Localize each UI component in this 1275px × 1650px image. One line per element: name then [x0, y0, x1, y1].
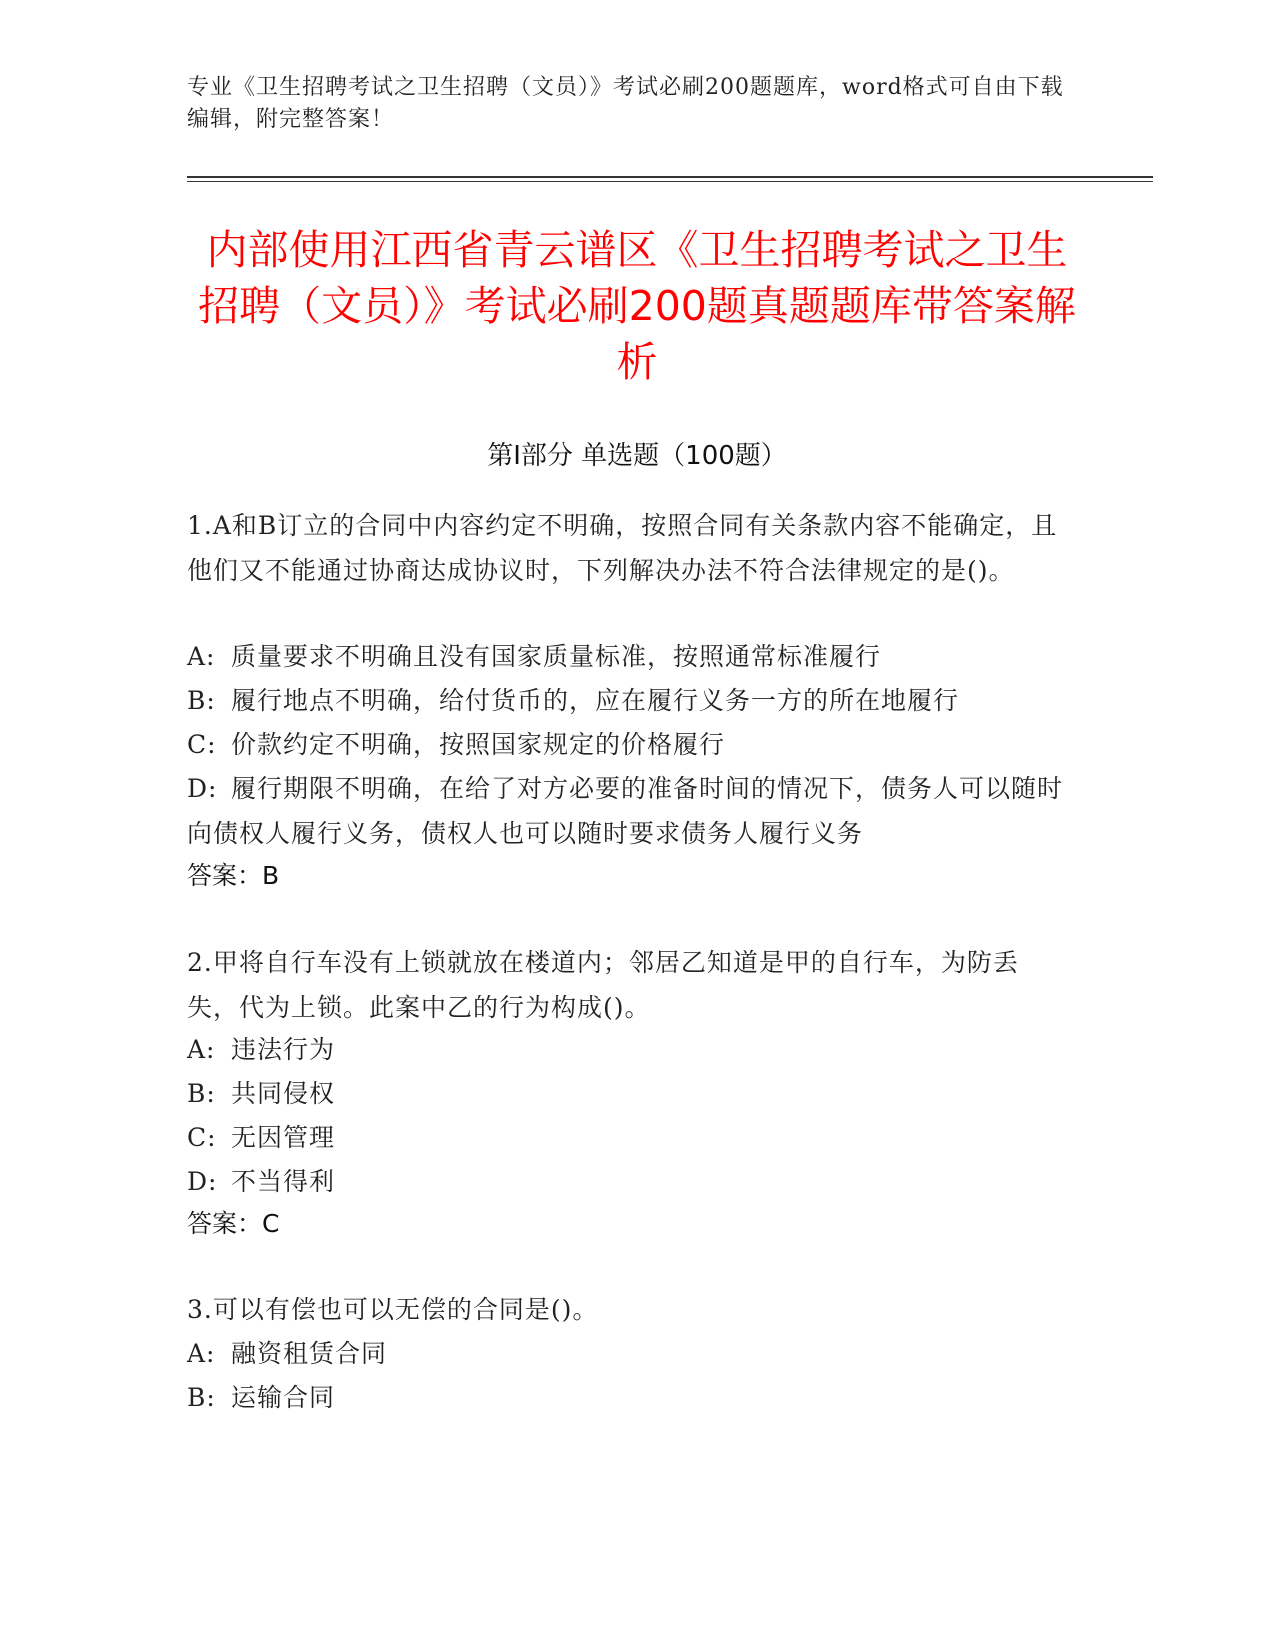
- option-label: B:: [187, 1383, 216, 1412]
- question-2-option-d: [187, 1159, 1067, 1204]
- header-divider-thin: [187, 181, 1153, 182]
- option-text: 履行地点不明确，给付货币的，应在履行义务一方的所在地履行: [231, 686, 960, 715]
- header-note: 专业《卫生招聘考试之卫生招聘（文员）》考试必刷200题题库，word格式可自由下载编辑，附完整答案！: [187, 75, 1064, 132]
- option-text: 履行期限不明确，在给了对方必要的准备时间的情况下，债务人可以随时向债权人履行义务，债权人也可以随时要求债务人履行义务: [187, 774, 1064, 848]
- question-stem-2: 2.甲将自行车没有上锁就放在楼道内；邻居乙知道是甲的自行车，为防丢失，代为上锁。此案中乙的行为构成()。: [187, 948, 1019, 1022]
- option-label: C:: [187, 1123, 217, 1152]
- option-label: A:: [187, 1339, 216, 1368]
- option-label: B:: [187, 1079, 216, 1108]
- document-title: 内部使用江西省青云谱区《卫生招聘考试之卫生招聘（文员）》考试必刷200题真题题库带答案解析: [198, 226, 1076, 386]
- question-1-option-c: [187, 722, 1067, 767]
- question-2-answer: 答案：C: [187, 1209, 280, 1238]
- option-text: 共同侵权: [231, 1079, 336, 1108]
- header-divider-thick: [187, 176, 1153, 178]
- option-text: 不当得利: [231, 1167, 336, 1196]
- option-text: 运输合同: [231, 1383, 336, 1412]
- option-text: 质量要求不明确且没有国家质量标准，按照通常标准履行: [231, 642, 882, 671]
- option-label: D:: [187, 774, 218, 803]
- option-text: 融资租赁合同: [231, 1339, 388, 1368]
- question-2-option-a: [187, 1027, 1067, 1072]
- question-2-option-b: [187, 1071, 1067, 1116]
- question-3-option-a: [187, 1331, 1067, 1376]
- option-text: 价款约定不明确，按照国家规定的价格履行: [231, 730, 726, 759]
- question-2-option-c: [187, 1115, 1067, 1160]
- option-label: A:: [187, 1035, 216, 1064]
- question-1-option-a: [187, 634, 1067, 679]
- question-1-answer: 答案：B: [187, 861, 280, 890]
- question-stem-3: 3.可以有偿也可以无偿的合同是()。: [187, 1295, 599, 1324]
- option-label: C:: [187, 730, 217, 759]
- option-label: A:: [187, 642, 216, 671]
- section-title: 第I部分 单选题（100题）: [487, 441, 787, 471]
- option-text: 违法行为: [231, 1035, 336, 1064]
- option-text: 无因管理: [231, 1123, 336, 1152]
- option-label: B:: [187, 686, 216, 715]
- question-3-option-b: [187, 1375, 1067, 1420]
- question-stem-1: 1.A和B订立的合同中内容约定不明确，按照合同有关条款内容不能确定，且他们又不能通过协商达成协议时，下列解决办法不符合法律规定的是()。: [187, 511, 1058, 585]
- question-1-option-d: [187, 766, 1067, 856]
- option-label: D:: [187, 1167, 218, 1196]
- question-1-option-b: [187, 678, 1067, 723]
